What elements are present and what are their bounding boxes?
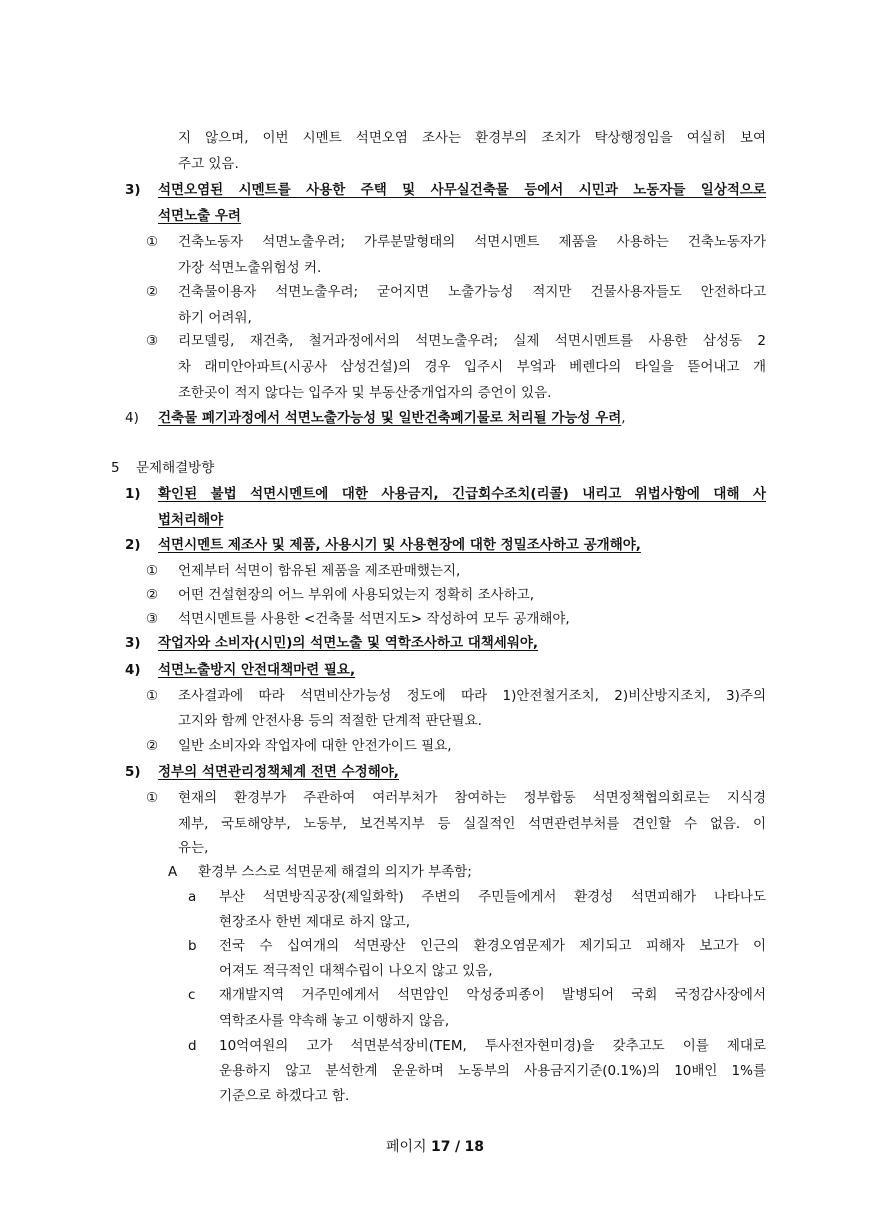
item-d-line-2: 운용하지 않고 분석한계 운운하며 노동부의 사용금지기준(0.1%)의 10배인 1%를 [219, 1063, 766, 1079]
item-5-2-2-marker: ② [146, 587, 159, 603]
intro-line-1: 지 않으며, 이번 시멘트 석면오염 조사는 환경부의 조치가 탁상행정임을 여실히 보여 [178, 130, 766, 146]
item-c-line-2: 역학조사를 약속해 놓고 이행하지 않음, [219, 1013, 450, 1029]
item-3-3-line-3: 조한곳이 적지 않다는 입주자 및 부동산중개업자의 증언이 있음. [178, 385, 552, 401]
item-a-line-2: 현장조사 한번 제대로 하지 않고, [219, 914, 410, 930]
item-5-4-1-line-2: 고지와 함께 안전사용 등의 적절한 단계적 판단필요. [178, 713, 482, 729]
footer-current-page: 17 [431, 1139, 451, 1155]
item-5-3-marker: 3) [125, 635, 141, 651]
item-a-line-1: 부산 석면방직공장(제일화학) 주변의 주민들에게서 환경성 석면피해가 나타나도 [219, 889, 766, 905]
item-c-marker: c [188, 987, 196, 1003]
item-3-1-marker: ① [146, 234, 159, 250]
item-5-4-1-marker: ① [146, 688, 159, 704]
section-5-title: 문제해결방향 [136, 460, 215, 476]
item-3-3-marker: ③ [146, 333, 159, 349]
item-5-5-marker: 5) [125, 764, 141, 780]
section-5-number: 5 [111, 460, 120, 476]
item-d-line-1: 10억여원의 고가 석면분석장비(TEM, 투사전자현미경)을 갖추고도 이를 제대로 [219, 1038, 766, 1054]
item-3-1-line-1: 건축노동자 석면노출우려; 가루분말형태의 석면시멘트 제품을 사용하는 건축노동자가 [178, 234, 766, 250]
item-5-4-2-text: 일반 소비자와 작업자에 대한 안전가이드 필요, [178, 738, 452, 754]
item-3-2-line-1: 건축물이용자 석면노출우려; 굳어지면 노출가능성 적지만 건물사용자들도 안전하다고 [178, 284, 766, 300]
item-5-1-marker: 1) [125, 486, 141, 502]
item-5-4-2-marker: ② [146, 738, 159, 754]
footer-total-pages: 18 [464, 1139, 485, 1155]
item-5-2-heading: 석면시멘트 제조사 및 제품, 사용시기 및 사용현장에 대한 정밀조사하고 공개해야, [158, 537, 641, 553]
item-5-5-1-line-3: 유는, [178, 840, 209, 856]
item-5-1-line-1: 확인된 불법 석면시멘트에 대한 사용금지, 긴급회수조치(리콜) 내리고 위법사항에 대해 사 [158, 486, 766, 502]
item-3-2-line-2: 하기 어려워, [178, 310, 252, 326]
footer-label: 페이지 [385, 1139, 427, 1155]
item-5-2-3-marker: ③ [146, 611, 159, 627]
item-3-heading-line-1: 석면오염된 시멘트를 사용한 주택 및 사무실건축물 등에서 시민과 노동자들 일상적으로 [158, 182, 766, 198]
item-4-heading-text: 건축물 폐기과정에서 석면노출가능성 및 일반건축폐기물로 처리될 가능성 우려 [158, 410, 622, 426]
item-5-5-A-text: 환경부 스스로 석면문제 해결의 의지가 부족함; [198, 864, 472, 880]
item-5-5-1-line-2: 제부, 국토해양부, 노동부, 보건복지부 등 실질적인 석면관련부처를 견인할 수 없음. 이 [178, 816, 766, 832]
item-c-line-1: 재개발지역 거주민에게서 석면암인 악성중피종이 발병되어 국회 국정감사장에서 [219, 987, 766, 1003]
item-5-2-marker: 2) [125, 537, 141, 553]
item-5-4-marker: 4) [125, 662, 141, 678]
page-footer [0, 1136, 870, 1158]
item-5-5-A-marker: A [168, 864, 178, 880]
item-5-1-line-2: 법처리해야 [158, 512, 224, 528]
item-5-5-1-line-1: 현재의 환경부가 주관하여 여러부처가 참여하는 정부합동 석면정책협의회로는 지식경 [178, 790, 766, 806]
item-5-3-heading: 작업자와 소비자(시민)의 석면노출 및 역학조사하고 대책세워야, [158, 635, 539, 651]
footer-separator: / [454, 1139, 461, 1155]
item-4-heading [158, 408, 626, 428]
item-b-line-2: 어져도 적극적인 대책수립이 나오지 않고 있음, [219, 963, 493, 979]
item-4-marker: 4) [125, 410, 139, 426]
item-b-marker: b [188, 938, 197, 954]
item-5-2-1-marker: ① [146, 563, 159, 579]
item-3-3-line-2: 차 래미안아파트(시공사 삼성건설)의 경우 입주시 부엌과 베렌다의 타일을 뜯어내고 개 [178, 359, 766, 375]
item-3-2-marker: ② [146, 284, 159, 300]
intro-line-2: 주고 있음. [178, 156, 239, 172]
item-5-2-1-text: 언제부터 석면이 함유된 제품을 제조판매했는지, [178, 563, 461, 579]
item-3-3-line-1: 리모델링, 재건축, 철거과정에서의 석면노출우려; 실제 석면시멘트를 사용한 삼성동 2 [178, 333, 766, 349]
item-5-5-1-marker: ① [146, 790, 159, 806]
item-5-5-heading: 정부의 석면관리정책체계 전면 수정해야, [158, 764, 399, 780]
item-5-4-1-line-1: 조사결과에 따라 석면비산가능성 정도에 따라 1)안전철거조치, 2)비산방지조치, 3)주의 [178, 688, 766, 704]
item-b-line-1: 전국 수 십여개의 석면광산 인근의 환경오염문제가 제기되고 피해자 보고가 이 [219, 938, 766, 954]
item-5-2-2-text: 어떤 건설현장의 어느 부위에 사용되었는지 정확히 조사하고, [178, 587, 535, 603]
item-3-1-line-2: 가장 석면노출위험성 커. [178, 260, 322, 276]
item-a-marker: a [188, 889, 197, 905]
item-4-heading-tail: , [621, 410, 626, 426]
item-3-marker: 3) [125, 182, 141, 198]
item-5-4-heading: 석면노출방지 안전대책마련 필요, [158, 662, 356, 678]
item-5-2-3-text: 석면시멘트를 사용한 <건축물 석면지도> 작성하여 모두 공개해야, [178, 611, 570, 627]
item-3-heading-line-2: 석면노출 우려 [158, 208, 241, 224]
item-d-line-3: 기준으로 하겠다고 함. [219, 1088, 350, 1104]
item-d-marker: d [188, 1038, 197, 1054]
